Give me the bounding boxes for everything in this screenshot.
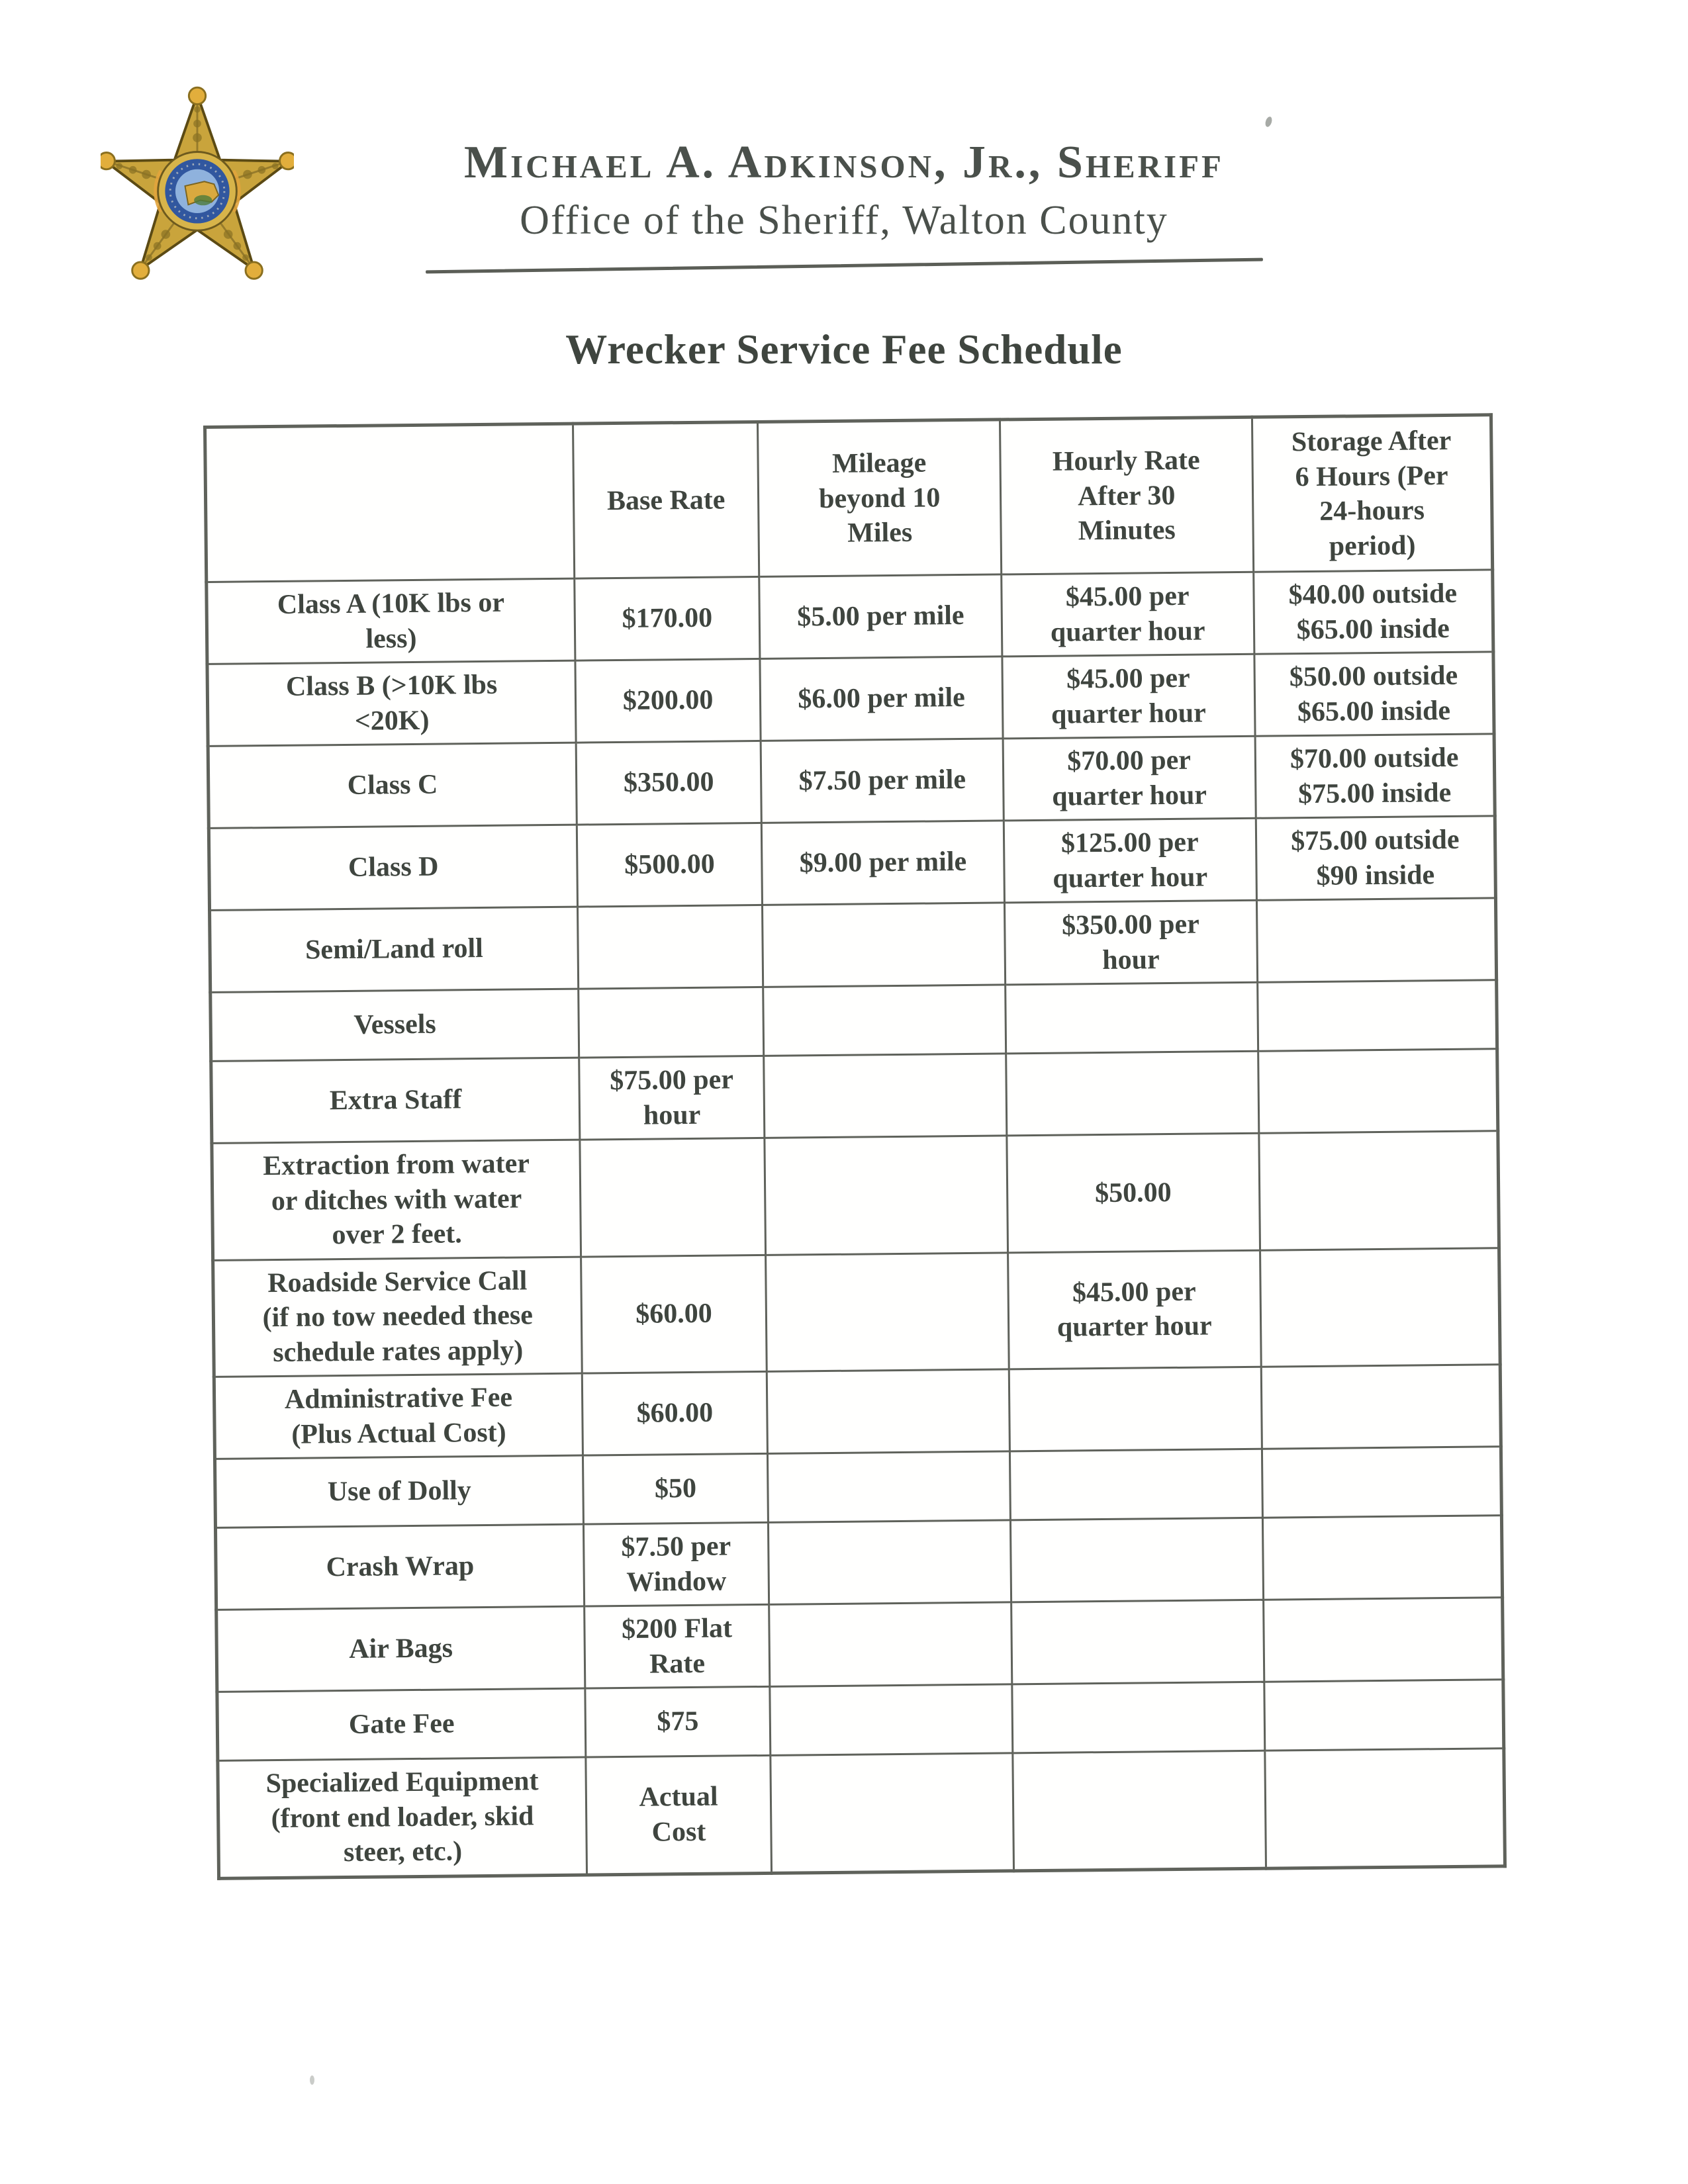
fee-table-row: [212, 1131, 1499, 1260]
base-rate-cell: $75: [585, 1686, 771, 1757]
mileage-cell: [764, 1054, 1006, 1138]
mileage-cell: [769, 1602, 1011, 1687]
base-rate-cell: $60.00: [582, 1371, 768, 1455]
base-rate-cell: $50: [583, 1453, 769, 1524]
fee-table-row: [207, 652, 1494, 747]
fee-table-row: [217, 1680, 1504, 1761]
storage-cell: [1262, 1447, 1501, 1518]
fee-table-row: [218, 1749, 1505, 1878]
scan-artifact: [1264, 116, 1274, 128]
hourly-rate-cell: [1005, 982, 1258, 1054]
mileage-cell: $5.00 per mile: [759, 574, 1002, 659]
storage-cell: [1262, 1516, 1503, 1600]
storage-cell: [1264, 1680, 1503, 1751]
service-label-cell: Air Bags: [216, 1606, 585, 1692]
base-rate-cell: $200.00: [575, 659, 761, 743]
storage-cell: [1260, 1248, 1500, 1367]
hourly-rate-cell: $125.00 per quarter hour: [1004, 818, 1256, 903]
storage-cell: [1261, 1365, 1501, 1449]
fee-table-row: [214, 1447, 1501, 1528]
hourly-rate-cell: [1009, 1367, 1262, 1451]
base-rate-cell: $170.00: [574, 576, 760, 660]
mileage-cell: [763, 985, 1006, 1056]
hourly-rate-cell: [1012, 1682, 1265, 1753]
base-rate-cell: [577, 905, 763, 989]
document-title: Wrecker Service Fee Schedule: [565, 326, 1123, 373]
mileage-cell: [768, 1451, 1010, 1523]
service-label-cell: Vessels: [211, 989, 579, 1061]
mileage-cell: [769, 1520, 1011, 1605]
storage-cell: [1258, 1131, 1499, 1250]
col-header-storage: Storage After 6 Hours (Per 24-hours period): [1252, 415, 1493, 572]
col-header-service: [205, 424, 575, 582]
base-rate-cell: $500.00: [577, 823, 763, 907]
storage-cell: $70.00 outside $75.00 inside: [1255, 734, 1495, 818]
hourly-rate-cell: $45.00 per quarter hour: [1002, 654, 1255, 739]
hourly-rate-cell: $45.00 per quarter hour: [1008, 1250, 1260, 1369]
storage-cell: [1264, 1749, 1505, 1868]
mileage-cell: [766, 1252, 1009, 1371]
mileage-cell: [770, 1684, 1012, 1756]
fee-table-row: [215, 1516, 1502, 1610]
base-rate-cell: $60.00: [581, 1255, 767, 1373]
mileage-cell: [767, 1369, 1009, 1454]
fee-table-row: [207, 570, 1493, 664]
fee-table-row: [211, 980, 1497, 1062]
storage-cell: [1258, 1049, 1498, 1133]
fee-table-row: [211, 1049, 1498, 1144]
sheriff-name: Michael A. Adkinson, Jr., Sheriff: [464, 137, 1224, 188]
hourly-rate-cell: [1006, 1051, 1258, 1136]
fee-table-header-row: [205, 415, 1493, 582]
storage-cell: $75.00 outside $90 inside: [1256, 816, 1496, 900]
mileage-cell: [765, 1136, 1008, 1255]
storage-cell: [1257, 980, 1497, 1051]
hourly-rate-cell: $70.00 per quarter hour: [1003, 736, 1256, 821]
service-label-cell: Crash Wrap: [215, 1524, 584, 1610]
fee-table-row: [208, 734, 1495, 829]
letterhead-divider: [426, 258, 1263, 274]
scan-artifact: [310, 2075, 314, 2085]
mileage-cell: [771, 1753, 1013, 1873]
storage-cell: [1256, 898, 1497, 982]
storage-cell: $50.00 outside $65.00 inside: [1254, 652, 1494, 736]
service-label-cell: Extra Staff: [211, 1058, 580, 1143]
service-label-cell: Semi/Land roll: [210, 907, 579, 992]
hourly-rate-cell: $350.00 per hour: [1004, 900, 1257, 985]
fee-table-row: [214, 1365, 1501, 1459]
hourly-rate-cell: [1010, 1518, 1263, 1602]
mileage-cell: $9.00 per mile: [762, 821, 1004, 905]
hourly-rate-cell: [1011, 1600, 1264, 1684]
fee-table-row: [213, 1248, 1501, 1377]
office-line: Office of the Sheriff, Walton County: [520, 198, 1168, 243]
service-label-cell: Extraction from water or ditches with water over 2 feet.: [212, 1140, 581, 1260]
service-label-cell: Class A (10K lbs or less): [207, 578, 575, 664]
service-label-cell: Use of Dolly: [214, 1455, 583, 1527]
fee-table-row: [216, 1598, 1503, 1692]
base-rate-cell: [580, 1138, 766, 1256]
mileage-cell: $6.00 per mile: [760, 657, 1002, 741]
hourly-rate-cell: [1013, 1751, 1266, 1870]
hourly-rate-cell: $45.00 per quarter hour: [1001, 572, 1254, 657]
col-header-base-rate: Base Rate: [573, 422, 759, 578]
storage-cell: [1263, 1598, 1503, 1682]
hourly-rate-cell: $50.00: [1007, 1133, 1260, 1252]
mileage-cell: [763, 903, 1005, 987]
service-label-cell: Gate Fee: [217, 1688, 586, 1760]
base-rate-cell: Actual Cost: [586, 1755, 772, 1874]
service-label-cell: Class C: [208, 743, 577, 828]
storage-cell: $40.00 outside $65.00 inside: [1253, 570, 1493, 654]
base-rate-cell: $200 Flat Rate: [584, 1604, 770, 1688]
base-rate-cell: [578, 987, 764, 1058]
base-rate-cell: $7.50 per Window: [583, 1522, 769, 1606]
service-label-cell: Administrative Fee (Plus Actual Cost): [214, 1373, 583, 1459]
hourly-rate-cell: [1009, 1449, 1262, 1520]
fee-table: [203, 413, 1507, 1880]
col-header-hourly-rate: Hourly Rate After 30 Minutes: [1000, 417, 1253, 574]
col-header-mileage: Mileage beyond 10 Miles: [758, 420, 1002, 576]
letterhead: [0, 136, 1688, 267]
base-rate-cell: $350.00: [576, 741, 762, 825]
base-rate-cell: $75.00 per hour: [579, 1056, 765, 1140]
service-label-cell: Class B (>10K lbs <20K): [207, 660, 576, 746]
fee-table-row: [210, 898, 1497, 993]
service-label-cell: Class D: [209, 825, 577, 910]
service-label-cell: Roadside Service Call (if no tow needed these schedule rates apply): [213, 1257, 582, 1377]
service-label-cell: Specialized Equipment (front end loader, skid steer, etc.): [218, 1757, 586, 1878]
fee-table-body: [207, 570, 1505, 1878]
fee-table-row: [209, 816, 1495, 911]
mileage-cell: $7.50 per mile: [761, 739, 1004, 823]
